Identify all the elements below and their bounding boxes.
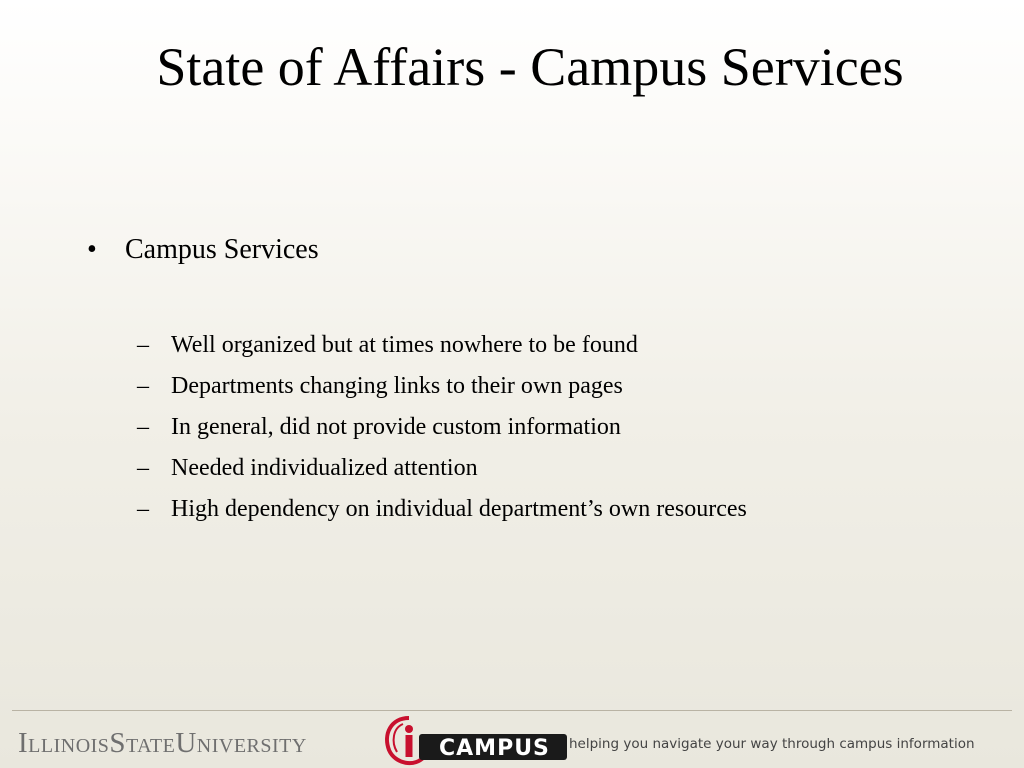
sub-bullet-text: Well organized but at times nowhere to be found [171, 332, 638, 358]
dash-marker: – [137, 414, 149, 440]
footer-tagline: helping you navigate your way through campus information [569, 736, 975, 752]
icampus-wordmark: CAMPUS [439, 736, 550, 761]
sub-bullet [137, 407, 747, 448]
sub-bullet [137, 489, 747, 530]
dash-marker: – [137, 496, 149, 522]
dash-marker: – [137, 332, 149, 358]
sub-bullet-list [137, 325, 747, 530]
dash-marker: – [137, 373, 149, 399]
sub-bullet [137, 325, 747, 366]
main-bullet-text: Campus Services [125, 234, 319, 265]
main-bullet [87, 232, 319, 268]
sub-bullet-text: Needed individualized attention [171, 455, 478, 481]
dash-marker: – [137, 455, 149, 481]
illinois-state-university-logo: IllinoisStateUniversity [18, 727, 307, 759]
footer-divider [12, 710, 1012, 711]
sub-bullet-text: Departments changing links to their own pages [171, 373, 623, 399]
slide-title: State of Affairs - Campus Services [156, 37, 904, 97]
bullet-marker: • [87, 234, 97, 265]
sub-bullet [137, 448, 747, 489]
sub-bullet-text: In general, did not provide custom information [171, 414, 621, 440]
sub-bullet-text: High dependency on individual department’s own resources [171, 496, 747, 522]
icampus-logo [379, 712, 569, 768]
footer [14, 712, 1014, 768]
sub-bullet [137, 366, 747, 407]
